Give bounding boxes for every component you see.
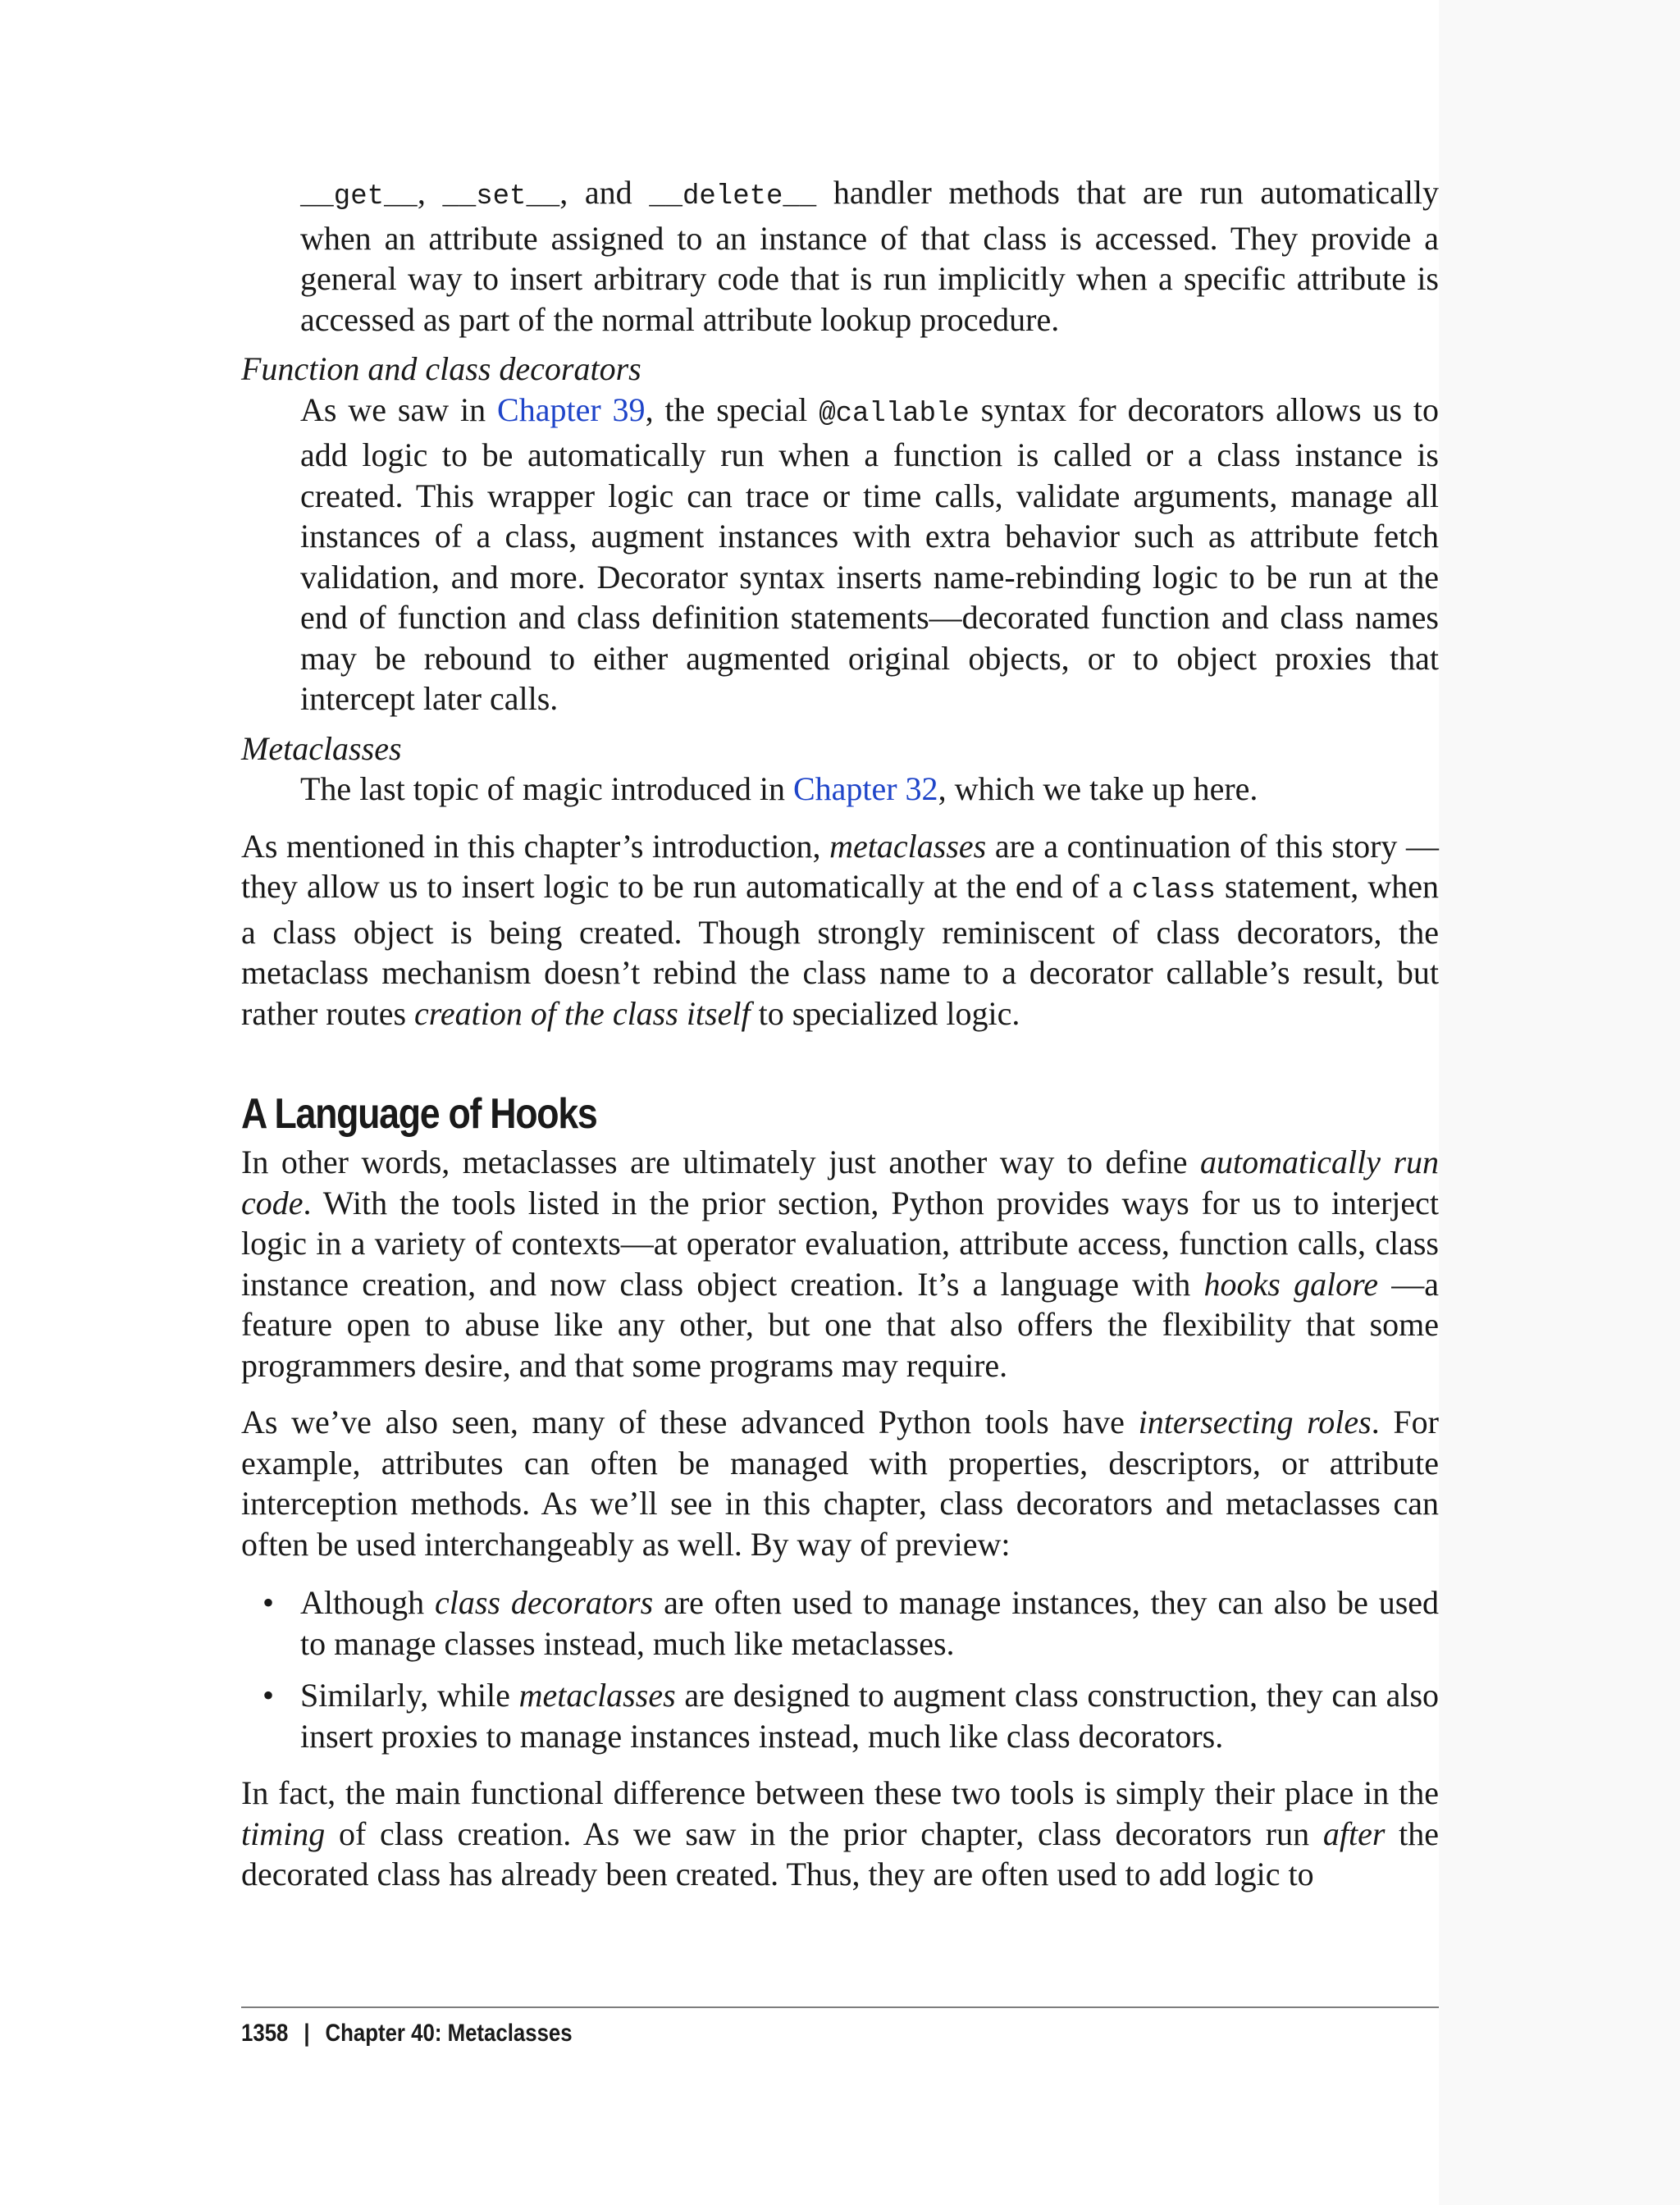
code-callable: @callable: [819, 398, 970, 430]
def-metaclasses: The last topic of magic introduced in Chapter 32, which we take up here.: [300, 770, 1258, 807]
page-body: [241, 172, 1439, 1895]
list-item: • Although class decorators are often used to manage instances, they can also be used to manage classes instead, much like metaclasses.: [262, 1584, 1440, 1662]
term-decorators: Function and class decorators: [241, 350, 641, 387]
bullet-icon: •: [262, 1584, 275, 1621]
link-chapter-39[interactable]: Chapter 39: [497, 390, 646, 428]
preview-list: [241, 1582, 1439, 1756]
term-metaclasses: Metaclasses: [241, 729, 402, 767]
bullet-icon: •: [262, 1677, 275, 1714]
code-set: __set__: [442, 181, 560, 212]
paragraph-hooks: In other words, metaclasses are ultimately just another way to define automatically run code. With the tools listed in the prior section, Python provides ways for us to interject logic in a variety of contexts—at operator evaluation, attribute access, function calls, class instance creation, and now class object creation. It’s a language with hooks galore —a feature open to abuse like any other, but one that also offers the flexibility that some programmers desire, and that some programs may require.: [241, 1144, 1440, 1384]
code-class: class: [1131, 875, 1216, 906]
link-chapter-32[interactable]: Chapter 32: [792, 770, 938, 807]
footer-rule: [241, 2006, 1439, 2008]
section-heading: A Language of Hooks: [241, 1090, 597, 1138]
page-footer: [241, 2020, 573, 2048]
paragraph-intersecting-roles: As we’ve also seen, many of these advanced Python tools have intersecting roles. For example, attributes can often be managed with properties, descriptors, or attribute interception methods. As we’ll see in this chapter, class decorators and metaclasses can often be used interchangeably as well. By way of preview:: [241, 1404, 1439, 1563]
page-shade: [1439, 0, 1680, 2205]
def-decorators: As we saw in Chapter 39, the special @callable syntax for decorators allows us to add logic to be automatically run when a function is called or a class instance is created. This wrapper logic can trace or time calls, validate arguments, manage all instances of a class, augment instances with extra behavior such as attribute fetch validation, and more. Decorator syntax inserts name-rebinding logic to be run at the end of function and class definition statements—decorated function and class names may be rebound to either augmented original objects, or to object proxies that intercept later calls.: [300, 390, 1440, 717]
code-get: __get__: [300, 181, 418, 212]
paragraph-metaclasses-intro: As mentioned in this chapter’s introduction, metaclasses are a continuation of this story —they allow us to insert logic to be run automatically at the end of a class statement, when a class object is being created. Though strongly reminiscent of class decorators, the metaclass mechanism doesn’t rebind the class name to a decorator callable’s result, but rather routes creation of the class itself to specialized logic.: [241, 827, 1440, 1032]
page-number: 1358: [241, 2020, 289, 2047]
chapter-title: Chapter 40: Metaclasses: [325, 2020, 573, 2047]
footer-separator: |: [304, 2020, 310, 2047]
code-delete: __delete__: [649, 181, 817, 212]
descriptor-continuation: __get__, __set__, and __delete__ handler methods that are run automatically when an attribute assigned to an instance of that class is accessed. They provide a general way to insert arbitrary code that is run implicitly when a specific attribute is accessed as part of the normal attribute lookup procedure.: [300, 174, 1440, 338]
paragraph-timing: In fact, the main functional difference between these two tools is simply their place in the timing of class creation. As we saw in the prior chapter, class decorators run after the decorated class has already been created. Thus, they are often used to add logic to: [241, 1774, 1440, 1892]
list-item: • Similarly, while metaclasses are designed to augment class construction, they can also insert proxies to manage instances instead, much like class decorators.: [262, 1677, 1440, 1755]
